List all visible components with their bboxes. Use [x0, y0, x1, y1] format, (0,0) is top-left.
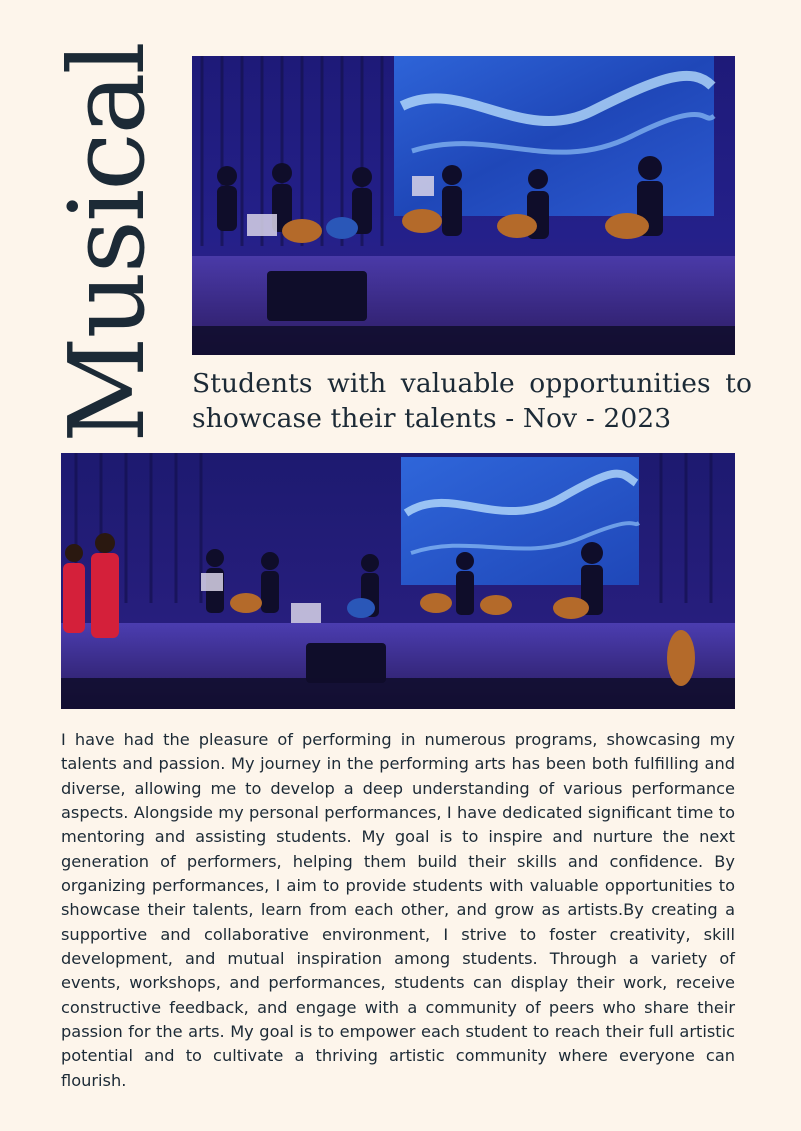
concert-photo-2 — [61, 453, 735, 709]
concert-photo-1 — [192, 56, 735, 355]
page-title-text: Musical — [46, 43, 168, 443]
page-title — [46, 43, 168, 443]
photo-caption: Students with valuable opportunities to showcase their talents - Nov - 2023 — [192, 368, 752, 434]
body-paragraph: I have had the pleasure of performing in numerous programs, showcasing my talents and passion. My journey in the performing arts has been both fulfilling and diverse, allowing me to develop a deep understanding of various performance aspects. Alongside my personal performances, I have dedicated significant time to mentoring and assisting students. My goal is to inspire and nurture the next generation of performers, helping them build their skills and confidence. By organizing performances, I aim to provide students with valuable opportunities to showcase their talents, learn from each other, and grow as artists.By creating a supportive and collaborative environment, I strive to foster creativity, skill development, and mutual inspiration among students. Through a variety of events, workshops, and performances, students can display their work, receive constructive feedback, and engage with a community of peers who share their passion for the arts. My goal is to empower each student to reach their full artistic potential and to cultivate a thriving artistic community where everyone can flourish. — [61, 730, 735, 1090]
